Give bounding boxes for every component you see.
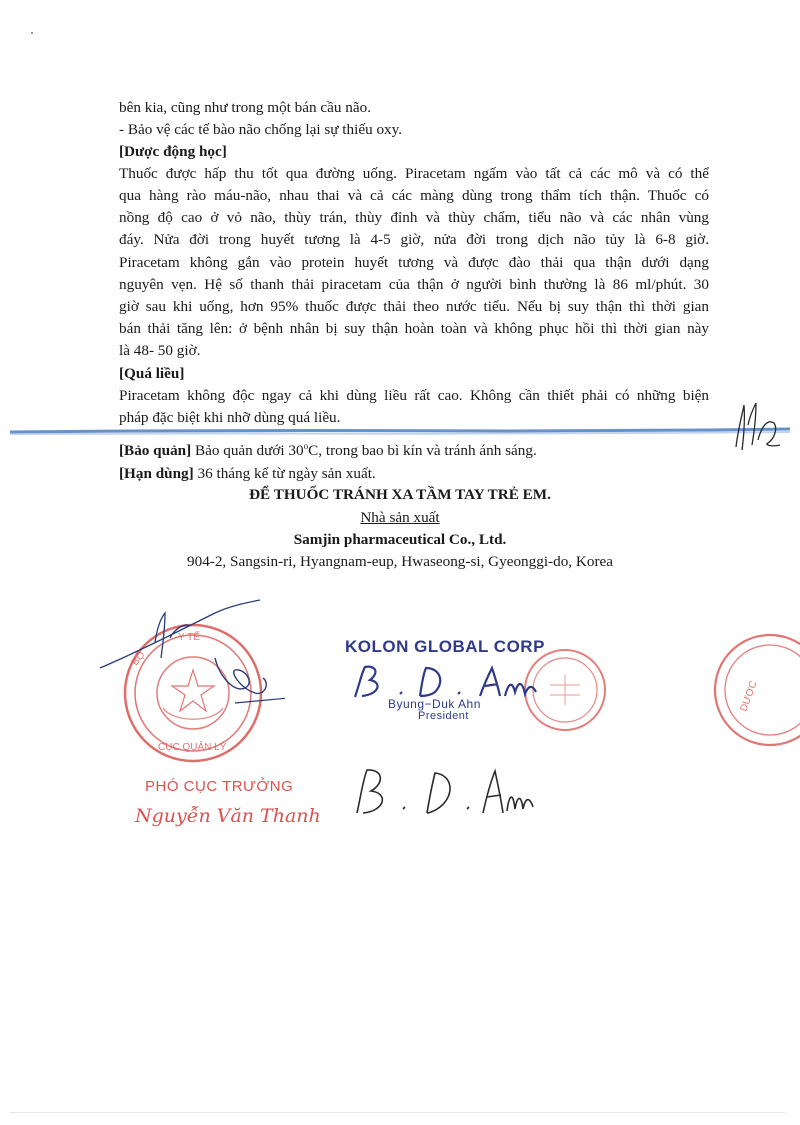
svg-text:BỘ: BỘ: [129, 649, 148, 668]
pharmacokinetics-line: qua hàng rào máu-não, nhau thai và cả các màng dùng trong thẩm tích thận. Thuốc có: [119, 187, 709, 204]
pharmacokinetics-line: Piracetam không gắn vào protein huyết tương và được đào thải qua thận dưới dạng: [119, 254, 709, 271]
pharmacokinetics-line: nguyên vẹn. Hệ số thanh thải piracetam của thận ở người bình thường là 86 ml/phút. 30: [119, 276, 709, 293]
storage-text-after: C, trong bao bì kín và tránh ánh sáng.: [308, 442, 537, 459]
scan-speck: [31, 32, 33, 34]
manufacturer-label: Nhà sản xuất: [360, 509, 440, 526]
manufacturer-address: 904-2, Sangsin-ri, Hyangnam-eup, Hwaseong-si, Gyeonggi-do, Korea: [187, 553, 613, 570]
svg-text:DƯỢC: DƯỢC: [738, 679, 760, 714]
overdose-line: Piracetam không độc ngay cả khi dùng liều rất cao. Không cần thiết phải có những biện: [119, 387, 709, 404]
company-signature: [340, 662, 540, 702]
signer-name-stamp: Byung−Duk Ahn: [388, 697, 481, 711]
pharmacokinetics-line: là 48- 50 giờ.: [119, 342, 201, 359]
pharmacokinetics-heading: [Dược động học]: [119, 143, 227, 160]
body-line: bên kia, cũng như trong một bán cầu não.: [119, 99, 372, 116]
scan-bottom-edge: [10, 1112, 785, 1113]
handwritten-signature: [345, 765, 535, 820]
margin-initials-signature: [728, 395, 788, 460]
expiry-line: [119, 464, 709, 484]
company-stamp-name: KOLON GLOBAL CORP: [345, 637, 545, 656]
pharmacokinetics-line: đáy. Nửa đời trong huyết tương là 4-5 giờ, nửa đời trong dịch não tủy là 6-8 giờ.: [119, 231, 709, 248]
degree-symbol: o: [303, 440, 309, 451]
body-line: - Bảo vệ các tế bào não chống lại sự thiếu oxy.: [119, 121, 403, 138]
storage-text: Bảo quản dưới 30: [191, 442, 304, 459]
storage-heading: [Bảo quản]: [119, 442, 192, 459]
storage-line: [119, 441, 709, 461]
expiry-text: 36 tháng kể từ ngày sản xuất.: [193, 465, 376, 482]
pharmacokinetics-line: nồng độ cao ở vỏ não, thùy trán, thùy đỉnh và thùy chẩm, tiểu não và các nhân vùng: [119, 209, 709, 226]
partial-seal-stamp: [700, 630, 800, 760]
pharmacokinetics-line: Thuốc được hấp thu tốt qua đường uống. Piracetam ngấm vào tất cả các mô và có thể: [119, 165, 709, 182]
pharmacokinetics-line: giờ sau khi uống, hơn 95% thuốc được thải theo nước tiểu. Nếu bị suy thận thì thời gian: [119, 298, 709, 315]
child-warning: ĐỂ THUỐC TRÁNH XA TẦM TAY TRẺ EM.: [249, 486, 551, 503]
pharmacokinetics-line: bán thải tăng lên: ở bệnh nhân bị suy thận hoàn toàn và không phục hồi thì thời gian này: [119, 320, 709, 337]
signer-title-stamp: President: [418, 710, 469, 722]
svg-text:CỤC QUẢN LÝ: CỤC QUẢN LÝ: [158, 742, 227, 753]
manufacturer-name: Samjin pharmaceutical Co., Ltd.: [293, 531, 507, 548]
overdose-heading: [Quá liều]: [119, 365, 185, 382]
svg-text:Y TẾ: Y TẾ: [178, 632, 200, 643]
scan-artifact-line: [10, 425, 790, 437]
expiry-heading: [Hạn dùng]: [119, 465, 194, 482]
official-name: Nguyễn Văn Thanh: [135, 805, 321, 827]
official-signature: [95, 598, 285, 708]
official-title: PHÓ CỤC TRƯỞNG: [145, 778, 294, 795]
overdose-line: pháp đặc biệt khi nhỡ dùng quá liều.: [119, 409, 341, 426]
